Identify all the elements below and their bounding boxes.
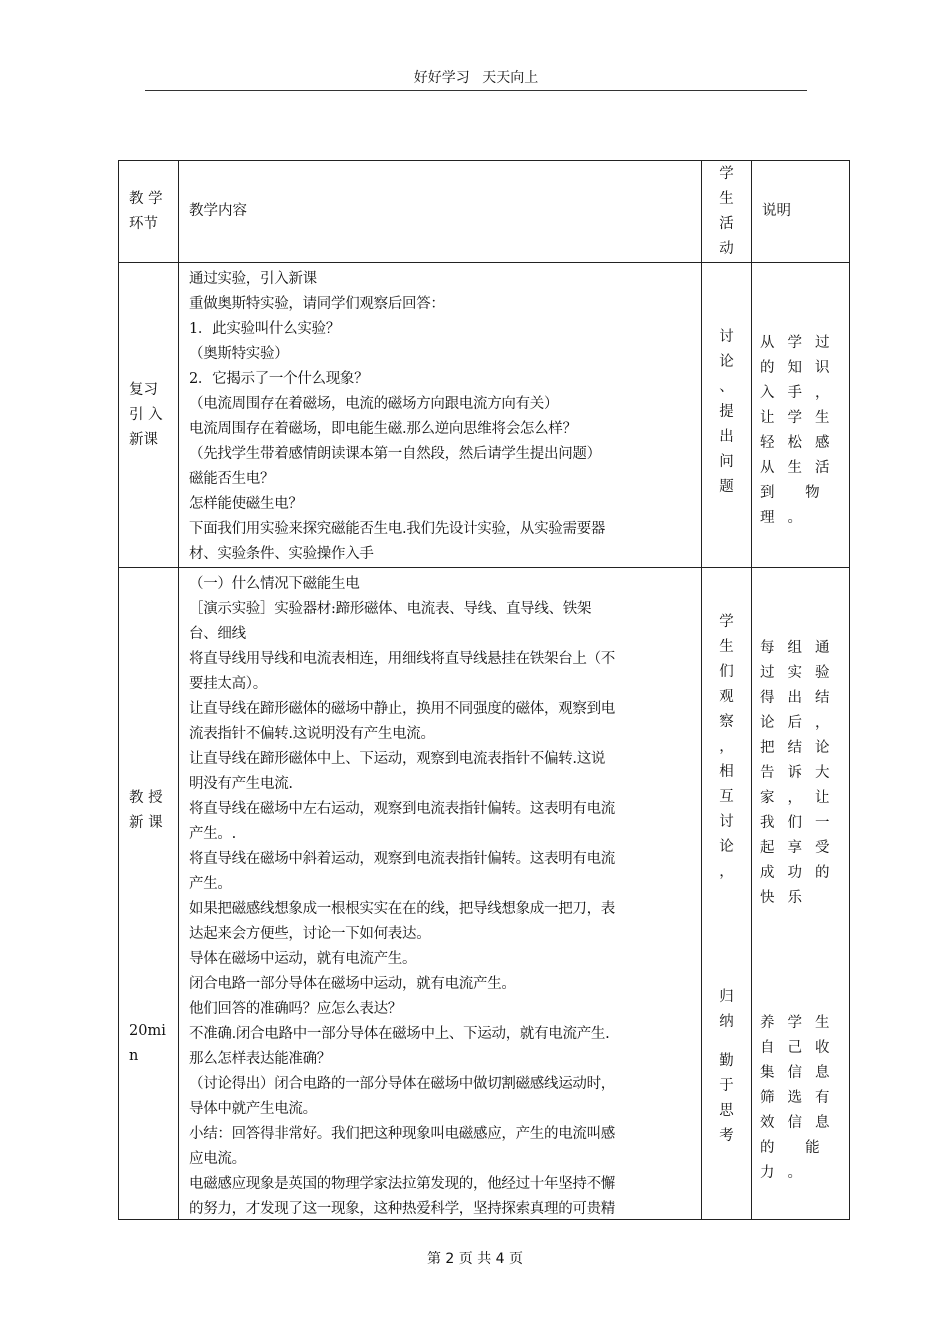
content-line: 小结：回答得非常好。我们把这种现象叫电磁感应，产生的电流叫感 [189, 1126, 615, 1142]
row2-activity-char: 思 [719, 1103, 734, 1119]
row2-activity-char: 归 [719, 989, 734, 1005]
content-line: 明没有产生电流. [189, 776, 293, 792]
lesson-plan-table [118, 160, 850, 1220]
row1-note-line: 入手， [760, 385, 843, 401]
row2-note-line: 把结论 [760, 740, 843, 756]
row1-note-line: 理。 [760, 510, 815, 526]
row2-activity-cell [702, 568, 752, 1220]
content-line: 将直导线在磁场中左右运动，观察到电流表指针偏转。这表明有电流 [189, 801, 615, 817]
row1-activity-char: 、 [719, 379, 734, 395]
content-line: 达起来会方便些，讨论一下如何表达。 [189, 926, 431, 942]
content-line: 产生。 [189, 876, 232, 892]
row2-activity-char: 考 [719, 1128, 734, 1144]
header-content-label: 教学内容 [189, 203, 247, 219]
header-activity-cell [702, 161, 752, 263]
content-line: 导体中就产生电流。 [189, 1101, 317, 1117]
row1-activity-char: 提 [719, 404, 734, 420]
content-line: 流表指针不偏转.这说明没有产生电流。 [189, 726, 435, 742]
row2-activity-char: 勤 [719, 1053, 734, 1069]
content-line: 让直导线在蹄形磁体中上、下运动，观察到电流表指针不偏转.这说 [189, 751, 606, 767]
row2-note-line: 我们一 [760, 815, 843, 831]
content-line: 重做奥斯特实验，请同学们观察后回答： [189, 296, 445, 312]
row2-section-cell [119, 568, 179, 1220]
content-line: 2．它揭示了一个什么现象？ [189, 371, 369, 387]
content-line: ［演示实验］实验器材:蹄形磁体、电流表、导线、直导线、铁架 [189, 601, 592, 617]
content-line: （一）什么情况下磁能生电 [189, 576, 360, 592]
row2-activity-char: 论 [719, 839, 734, 855]
table-header-row [119, 161, 850, 263]
content-line: 应电流。 [189, 1151, 246, 1167]
row2-note-line: 每组通 [760, 640, 843, 656]
row2-activity-char: ， [719, 739, 734, 755]
header-activity-char: 生 [719, 190, 734, 207]
table-row-new-lesson [119, 568, 850, 1220]
content-line: 要挂太高）。 [189, 676, 267, 692]
row2-activity-char: 生 [719, 639, 734, 655]
row2-time-label: n [129, 1048, 139, 1064]
row1-content-cell [179, 263, 702, 568]
content-line: 怎样能使磁生电？ [189, 496, 303, 512]
row2-activity-char: 察 [719, 714, 734, 730]
row1-note-line: 让学生 [760, 410, 843, 426]
row1-activity-char: 问 [719, 454, 734, 470]
header-activity-char: 动 [719, 240, 734, 257]
content-line: 台、细线 [189, 626, 246, 642]
row2-note-line: 快乐 [760, 890, 815, 906]
content-line: 他们回答的准确吗？应怎么表达？ [189, 1001, 402, 1017]
content-line: 电流周围存在着磁场，即电能生磁.那么逆向思维将会怎么样？ [189, 421, 577, 437]
row2-note-line: 得出结 [760, 690, 843, 706]
row2-activity-char: 互 [719, 789, 734, 805]
row1-activity-char: 论 [719, 354, 734, 370]
row2-time-label: 20mi [129, 1023, 166, 1039]
content-line: 让直导线在蹄形磁体的磁场中静止，换用不同强度的磁体，观察到电 [189, 701, 615, 717]
content-line: 闭合电路一部分导体在磁场中运动，就有电流产生。 [189, 976, 516, 992]
row2-note-line: 起享受 [760, 840, 843, 856]
row2-note-line: 成功的 [760, 865, 843, 881]
header-note-label: 说明 [762, 203, 791, 219]
row2-note-line: 告诉大 [760, 765, 843, 781]
content-line: （讨论得出）闭合电路的一部分导体在磁场中做切割磁感线运动时， [189, 1076, 615, 1092]
row2-activity-char: 学 [719, 614, 734, 630]
content-line: 那么怎样表达能准确？ [189, 1051, 331, 1067]
row2-activity-char: ， [719, 864, 734, 880]
header-section-cell [119, 161, 179, 263]
row1-activity-char: 出 [719, 429, 734, 445]
row2-activity-char: 观 [719, 689, 734, 705]
row1-note-line: 从学过 [760, 335, 843, 351]
content-line: 不准确.闭合电路中一部分导体在磁场中上、下运动，就有电流产生. [189, 1026, 610, 1042]
content-line: 材、实验条件、实验操作入手 [189, 546, 374, 562]
content-line: （电流周围存在着磁场，电流的磁场方向跟电流方向有关） [189, 396, 559, 412]
content-line: 的努力，才发现了这一现象，这种热爱科学，坚持探索真理的可贵精 [189, 1201, 615, 1217]
page-footer: 第 2 页 共 4 页 [426, 1251, 524, 1267]
row2-note-line: 过实验 [760, 665, 843, 681]
row1-activity-char: 讨 [719, 329, 734, 345]
row2-note-line: 养学生 [760, 1015, 843, 1031]
row1-section-line: 引 入 [129, 406, 163, 423]
content-line: 1．此实验叫什么实验？ [189, 321, 340, 337]
row1-note-line: 轻松感 [760, 435, 843, 451]
row2-note-line: 自己收 [760, 1040, 843, 1056]
content-line: 磁能否生电？ [189, 471, 275, 487]
row1-section-line: 新课 [129, 431, 158, 448]
content-line: 下面我们用实验来探究磁能否生电.我们先设计实验，从实验需要器 [189, 521, 606, 537]
content-line: 产生。. [189, 826, 236, 842]
row2-note-line: 力。 [760, 1165, 815, 1181]
row2-activity-char: 于 [719, 1078, 734, 1094]
row1-note-line: 的知识 [760, 360, 843, 376]
row1-note-line: 到 物 [760, 485, 833, 501]
row1-section-line: 复习 [129, 381, 158, 398]
content-line: （先找学生带着感情朗读课本第一自然段，然后请学生提出问题） [189, 446, 601, 462]
header-motto-left: 好好学习 [413, 70, 470, 86]
content-line: （奥斯特实验） [189, 346, 289, 362]
row2-content-cell [179, 568, 702, 1220]
row1-activity-cell [702, 263, 752, 568]
row2-note-line: 家，让 [760, 790, 843, 806]
row2-section-line: 教 授 [129, 790, 163, 806]
content-line: 导体在磁场中运动，就有电流产生。 [189, 951, 417, 967]
page-header [145, 66, 807, 91]
row1-section-cell [119, 263, 179, 568]
content-line: 将直导线在磁场中斜着运动，观察到电流表指针偏转。这表明有电流 [189, 851, 615, 867]
row2-activity-char: 们 [719, 664, 734, 680]
row1-note-cell [752, 263, 850, 568]
row1-note-line: 从生活 [760, 460, 843, 476]
table-row-review [119, 263, 850, 568]
header-activity-char: 活 [719, 215, 734, 232]
row2-note-line: 的 能 [760, 1140, 833, 1156]
row2-activity-char: 纳 [719, 1014, 734, 1030]
header-activity-char: 学 [719, 165, 734, 182]
row2-note-line: 效信息 [760, 1115, 843, 1131]
row2-activity-char: 讨 [719, 814, 734, 830]
row2-section-line: 新 课 [129, 815, 163, 831]
content-line: 电磁感应现象是英国的物理学家法拉第发现的，他经过十年坚持不懈 [189, 1176, 615, 1192]
row2-activity-char: 相 [719, 764, 734, 780]
header-motto-right: 天天向上 [482, 70, 539, 86]
row2-note-line: 集信息 [760, 1065, 843, 1081]
header-note-cell [752, 161, 850, 263]
content-line: 如果把磁感线想象成一根根实实在在的线，把导线想象成一把刀，表 [189, 901, 615, 917]
content-line: 将直导线用导线和电流表相连，用细线将直导线悬挂在铁架台上（不 [189, 651, 615, 667]
row1-activity-char: 题 [719, 479, 734, 495]
header-section-line-2: 环节 [129, 215, 158, 232]
header-content-cell [179, 161, 702, 263]
row2-note-cell [752, 568, 850, 1220]
row2-note-line: 论后， [760, 715, 843, 731]
row2-note-line: 筛选有 [760, 1090, 843, 1106]
header-section-line-1: 教 学 [129, 190, 163, 207]
content-line: 通过实验，引入新课 [189, 271, 317, 287]
